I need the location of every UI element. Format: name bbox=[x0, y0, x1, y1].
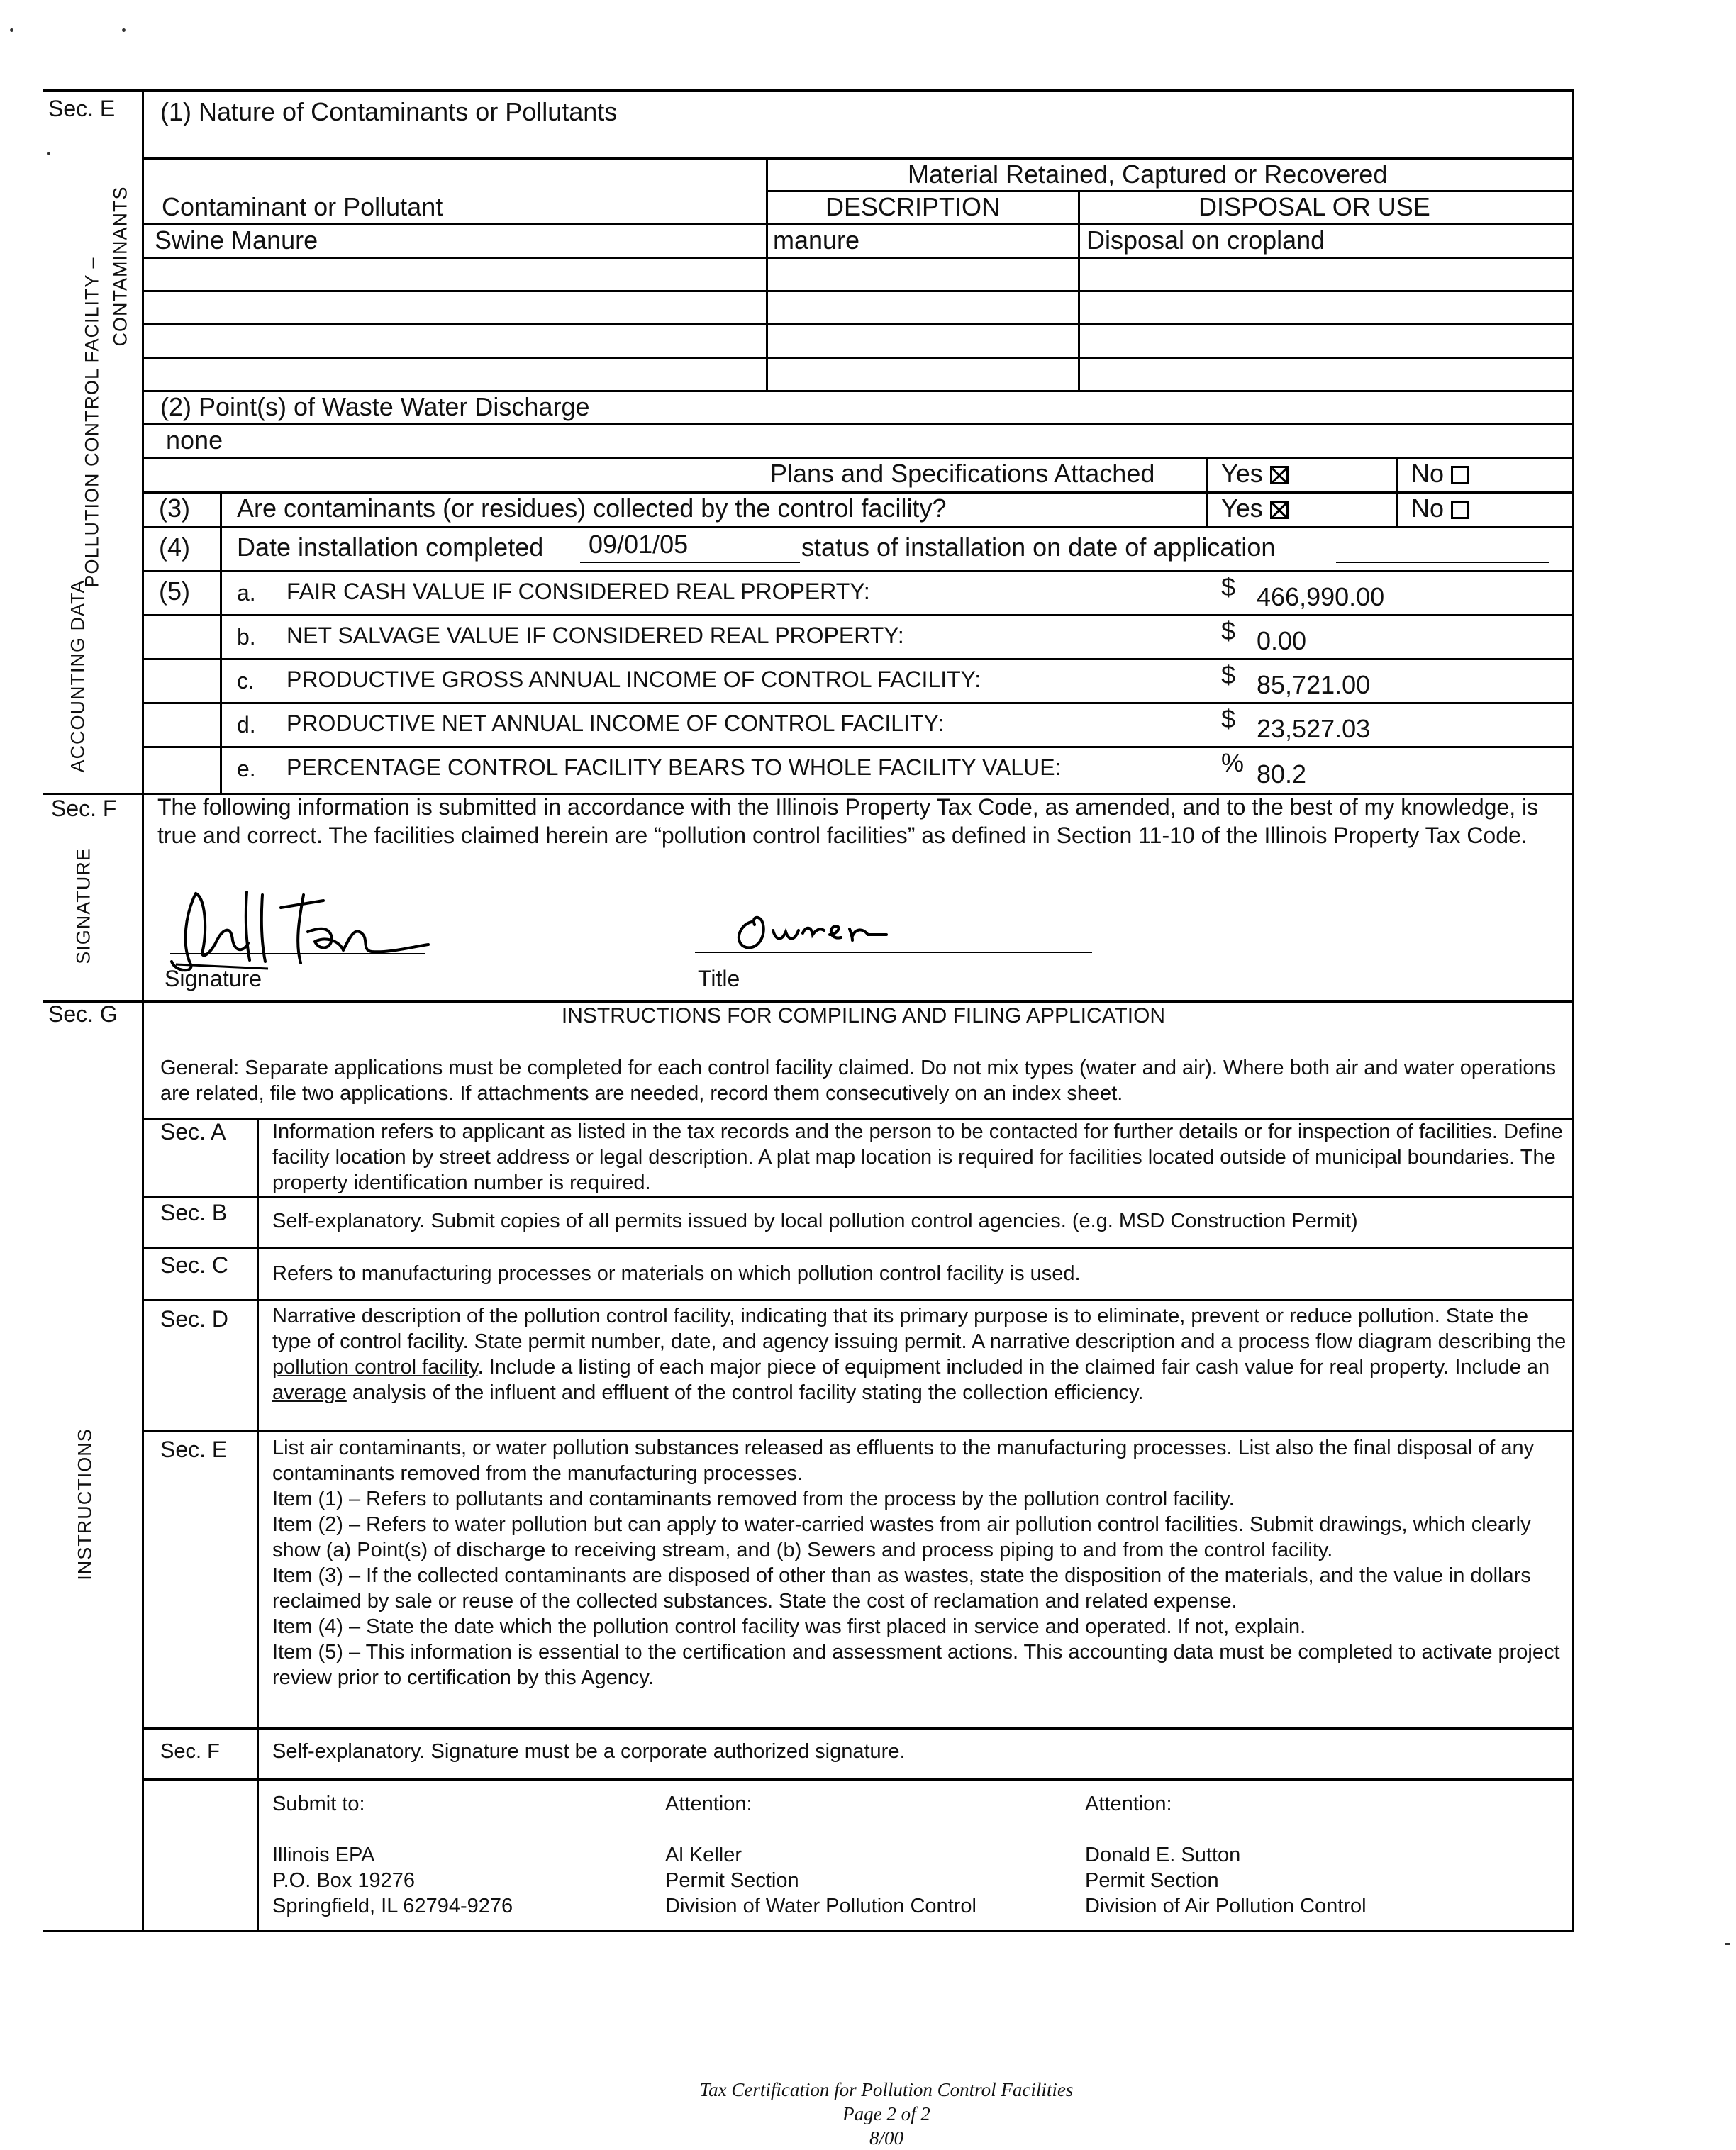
top-rule bbox=[43, 89, 1574, 92]
acct-a-value[interactable]: 466,990.00 bbox=[1257, 582, 1385, 611]
scan-speck bbox=[1725, 1943, 1730, 1945]
attention-air-block bbox=[1085, 1791, 1510, 1919]
plans-yes-label: Yes bbox=[1221, 459, 1263, 488]
acct-a-label: FAIR CASH VALUE IF CONSIDERED REAL PROPERTY: bbox=[286, 579, 870, 604]
attention-water-line3: Division of Water Pollution Control bbox=[665, 1895, 976, 1917]
instr-sec-b-text: Self-explanatory. Submit copies of all permits issued by local pollution control agencies. (e.g. MSD Construction Permit) bbox=[272, 1210, 1358, 1232]
submit-to-line2: P.O. Box 19276 bbox=[272, 1869, 416, 1892]
item3-no[interactable] bbox=[1411, 496, 1469, 521]
plans-yes-checkbox[interactable] bbox=[1270, 466, 1289, 484]
acct-e-value[interactable]: 80.2 bbox=[1257, 759, 1307, 789]
plans-no-label: No bbox=[1411, 459, 1445, 488]
item3-no-checkbox[interactable] bbox=[1451, 501, 1469, 519]
item3-yes[interactable] bbox=[1221, 496, 1289, 521]
sec-e-label: Sec. E bbox=[48, 96, 116, 121]
attention-water-line2: Permit Section bbox=[665, 1869, 799, 1892]
signature-scrawl bbox=[162, 879, 460, 979]
instructions-general: General: Separate applications must be completed for each control facility claimed. Do not mix types (water and air). Where both air and water operations are related, file two applications. If attachments are needed, record them consecutively on an index sheet. bbox=[160, 1057, 1557, 1105]
instr-rule bbox=[142, 1299, 1574, 1301]
item2-title: (2) Point(s) of Waste Water Discharge bbox=[160, 392, 590, 421]
table-rule bbox=[142, 290, 1574, 292]
attention-air-heading: Attention: bbox=[1085, 1793, 1172, 1815]
table-rule bbox=[142, 570, 1574, 572]
spacer bbox=[272, 1817, 627, 1842]
item3-yes-checkbox[interactable] bbox=[1270, 501, 1289, 519]
material-header: Material Retained, Captured or Recovered bbox=[908, 160, 1388, 189]
item3-yes-label: Yes bbox=[1221, 494, 1263, 523]
instr-sec-a-label: Sec. A bbox=[160, 1119, 226, 1144]
item3-number: (3) bbox=[159, 494, 190, 523]
footer-form-title: Tax Certification for Pollution Control Facilities bbox=[699, 2079, 1074, 2100]
sec-e-side-label-3: ACCOUNTING DATA bbox=[67, 579, 89, 773]
instr-sec-d-link2: average bbox=[272, 1381, 347, 1404]
instr-rule bbox=[142, 1430, 1574, 1432]
footer-revision-date: 8/00 bbox=[869, 2127, 903, 2149]
title-handwriting bbox=[723, 893, 936, 957]
bottom-rule bbox=[43, 1930, 1574, 1932]
instr-sec-c-label: Sec. C bbox=[160, 1252, 229, 1278]
submit-to-heading: Submit to: bbox=[272, 1793, 365, 1815]
item1-title: (1) Nature of Contaminants or Pollutants bbox=[160, 97, 618, 126]
acct-e-unit: % bbox=[1221, 748, 1245, 777]
instr-sec-f-text: Self-explanatory. Signature must be a corporate authorized signature. bbox=[272, 1740, 906, 1763]
instr-sec-d-part3: analysis of the influent and effluent of the control facility stating the collection efficiency. bbox=[346, 1381, 1144, 1404]
item4-date[interactable]: 09/01/05 bbox=[589, 530, 689, 559]
scan-speck bbox=[47, 152, 50, 155]
certification-statement: The following information is submitted in accordance with the Illinois Property Tax Code, as amended, and to the best of my knowledge, is true and correct. The facilities claimed herein are “pollution control facilities” as defined in Section 11-10 of the Illinois Property Tax Code. bbox=[157, 794, 1539, 848]
sec-e-side-label-1: POLLUTION CONTROL FACILITY – bbox=[81, 257, 103, 588]
attention-water-block bbox=[665, 1791, 1062, 1919]
submit-to-block bbox=[272, 1791, 627, 1919]
title-line bbox=[695, 952, 1092, 953]
sec-g-side-label: INSTRUCTIONS bbox=[74, 1428, 96, 1581]
acct-d-label: PRODUCTIVE NET ANNUAL INCOME OF CONTROL FACILITY: bbox=[286, 711, 944, 736]
instr-sec-d-label: Sec. D bbox=[160, 1306, 229, 1332]
acct-a-letter: a. bbox=[237, 580, 256, 606]
row-1-description: manure bbox=[773, 225, 860, 255]
acct-c-letter: c. bbox=[237, 668, 255, 694]
item3-question: Are contaminants (or residues) collected by the control facility? bbox=[237, 494, 947, 523]
item5-number: (5) bbox=[159, 577, 190, 606]
instr-sec-e-intro: List air contaminants, or water pollution substances released as effluents to the manufacturing processes. List also the final disposal of any contaminants removed from the manufacturing processes. bbox=[272, 1437, 1535, 1485]
sec-e-side-label-2: CONTAMINANTS bbox=[109, 186, 131, 347]
attention-water-line1: Al Keller bbox=[665, 1844, 742, 1866]
acct-d-letter: d. bbox=[237, 712, 256, 737]
instr-sec-e-item3: Item (3) – If the collected contaminants are disposed of other than as wastes, state the disposition of the materials, and the value in dollars reclaimed by sale or reuse of the collected substances. State the cost of reclamation and related expense. bbox=[272, 1564, 1531, 1612]
acct-c-value[interactable]: 85,721.00 bbox=[1257, 670, 1371, 699]
plans-label: Plans and Specifications Attached bbox=[770, 459, 1155, 488]
instructions-heading: INSTRUCTIONS FOR COMPILING AND FILING APPLICATION bbox=[561, 1004, 1166, 1027]
acct-b-unit: $ bbox=[1221, 616, 1236, 645]
acct-e-letter: e. bbox=[237, 756, 256, 781]
col-disposal: DISPOSAL OR USE bbox=[1198, 192, 1430, 221]
spacer bbox=[665, 1817, 1062, 1842]
item4-status-label: status of installation on date of application bbox=[801, 533, 1276, 562]
submit-to-line1: Illinois EPA bbox=[272, 1844, 375, 1866]
instr-rule bbox=[142, 1196, 1574, 1198]
table-col-rule bbox=[1078, 190, 1080, 390]
attention-air-line1: Donald E. Sutton bbox=[1085, 1844, 1241, 1866]
row-1-disposal: Disposal on cropland bbox=[1086, 225, 1325, 255]
table-rule bbox=[142, 526, 1574, 528]
instr-col-rule bbox=[257, 1118, 259, 1930]
table-col-rule bbox=[766, 157, 768, 390]
item2-value: none bbox=[166, 425, 223, 455]
acct-b-value[interactable]: 0.00 bbox=[1257, 626, 1307, 655]
table-col-rule bbox=[1396, 457, 1398, 526]
col-contaminant: Contaminant or Pollutant bbox=[162, 192, 443, 221]
footer bbox=[496, 2078, 1276, 2150]
sec-f-side-label: SIGNATURE bbox=[72, 847, 94, 964]
acct-d-value[interactable]: 23,527.03 bbox=[1257, 714, 1371, 743]
instr-sec-b-label: Sec. B bbox=[160, 1200, 228, 1225]
plans-no-checkbox[interactable] bbox=[1451, 466, 1469, 484]
col-description: DESCRIPTION bbox=[825, 192, 1001, 221]
item3-no-label: No bbox=[1411, 494, 1445, 523]
acct-c-unit: $ bbox=[1221, 660, 1236, 689]
plans-no[interactable] bbox=[1411, 461, 1469, 486]
acct-b-label: NET SALVAGE VALUE IF CONSIDERED REAL PROPERTY: bbox=[286, 623, 904, 648]
submit-to-line3: Springfield, IL 62794-9276 bbox=[272, 1895, 513, 1917]
acct-a-unit: $ bbox=[1221, 572, 1236, 601]
instr-sec-a-text: Information refers to applicant as listed in the tax records and the person to be contacted for further details or for inspection of facilities. Define facility location by street address or legal description. A plat map location is required for facilities located outside of municipal boundaries. The property identification number is required. bbox=[272, 1120, 1563, 1194]
sec-g-label: Sec. G bbox=[48, 1001, 118, 1027]
table-rule bbox=[142, 423, 1574, 425]
instr-sec-e-item2: Item (2) – Refers to water pollution but can apply to water-carried wastes from air pollution control facilities. Submit drawings, which clearly show (a) Point(s) of discharge to receiving stream, and (b) Sewers and process piping to and from the control facility. bbox=[272, 1513, 1531, 1561]
instr-rule bbox=[142, 1247, 1574, 1249]
instr-sec-d-link1: pollution control facility bbox=[272, 1356, 478, 1378]
scan-speck bbox=[10, 28, 13, 32]
table-rule bbox=[142, 614, 1574, 616]
attention-air-line3: Division of Air Pollution Control bbox=[1085, 1895, 1367, 1917]
table-rule bbox=[142, 746, 1574, 748]
instr-sec-d-part2: . Include a listing of each major piece of equipment included in the claimed fair cash value for real property. Include an bbox=[477, 1356, 1550, 1378]
title-label: Title bbox=[698, 966, 740, 991]
instr-sec-c-text: Refers to manufacturing processes or materials on which pollution control facility is used. bbox=[272, 1262, 1081, 1285]
spacer bbox=[1085, 1817, 1510, 1842]
acct-e-label: PERCENTAGE CONTROL FACILITY BEARS TO WHOLE FACILITY VALUE: bbox=[286, 754, 1062, 780]
instr-rule bbox=[142, 1727, 1574, 1730]
instr-sec-e-item4: Item (4) – State the date which the pollution control facility was first placed in service and operated. If not, explain. bbox=[272, 1615, 1306, 1638]
row-1-contaminant: Swine Manure bbox=[155, 225, 318, 255]
acct-b-letter: b. bbox=[237, 624, 256, 650]
table-rule bbox=[142, 658, 1574, 660]
instr-sec-e-label: Sec. E bbox=[160, 1437, 228, 1462]
table-rule bbox=[142, 257, 1574, 259]
instr-rule bbox=[142, 1778, 1574, 1781]
table-rule bbox=[142, 702, 1574, 704]
scan-speck bbox=[122, 28, 126, 32]
plans-yes[interactable] bbox=[1221, 461, 1289, 486]
instr-sec-e-text bbox=[272, 1435, 1567, 1691]
item4-date-underline bbox=[580, 562, 800, 563]
instr-sec-e-item5: Item (5) – This information is essential to the certification and assessment actions. This accounting data must be completed to activate project review prior to certification by this Agency. bbox=[272, 1641, 1560, 1689]
sec-g-top-rule bbox=[43, 1000, 1574, 1003]
table-rule bbox=[142, 323, 1574, 325]
instr-sec-e-item1: Item (1) – Refers to pollutants and contaminants removed from the process by the pollution control facility. bbox=[272, 1488, 1235, 1510]
footer-page-number: Page 2 of 2 bbox=[842, 2103, 930, 2124]
table-col-rule bbox=[1206, 457, 1208, 526]
table-rule bbox=[142, 357, 1574, 359]
table-col-rule bbox=[220, 491, 222, 793]
instr-sec-d-text bbox=[272, 1303, 1567, 1405]
attention-water-heading: Attention: bbox=[665, 1793, 752, 1815]
attention-air-line2: Permit Section bbox=[1085, 1869, 1219, 1892]
item4-label: Date installation completed bbox=[237, 533, 544, 562]
item4-status-field[interactable] bbox=[1336, 562, 1549, 563]
instr-sec-d-part1: Narrative description of the pollution control facility, indicating that its primary purpose is to eliminate, prevent or reduce pollution. State the type of control facility. State permit number, date, and agency issuing permit. A narrative description and a process flow diagram describing the bbox=[272, 1305, 1567, 1353]
signature-label: Signature bbox=[165, 966, 262, 991]
instr-sec-f-label: Sec. F bbox=[160, 1740, 220, 1763]
signature-line bbox=[170, 953, 425, 954]
acct-d-unit: $ bbox=[1221, 704, 1236, 733]
sec-f-label: Sec. F bbox=[51, 796, 117, 821]
item4-number: (4) bbox=[159, 533, 190, 562]
acct-c-label: PRODUCTIVE GROSS ANNUAL INCOME OF CONTROL FACILITY: bbox=[286, 667, 981, 692]
